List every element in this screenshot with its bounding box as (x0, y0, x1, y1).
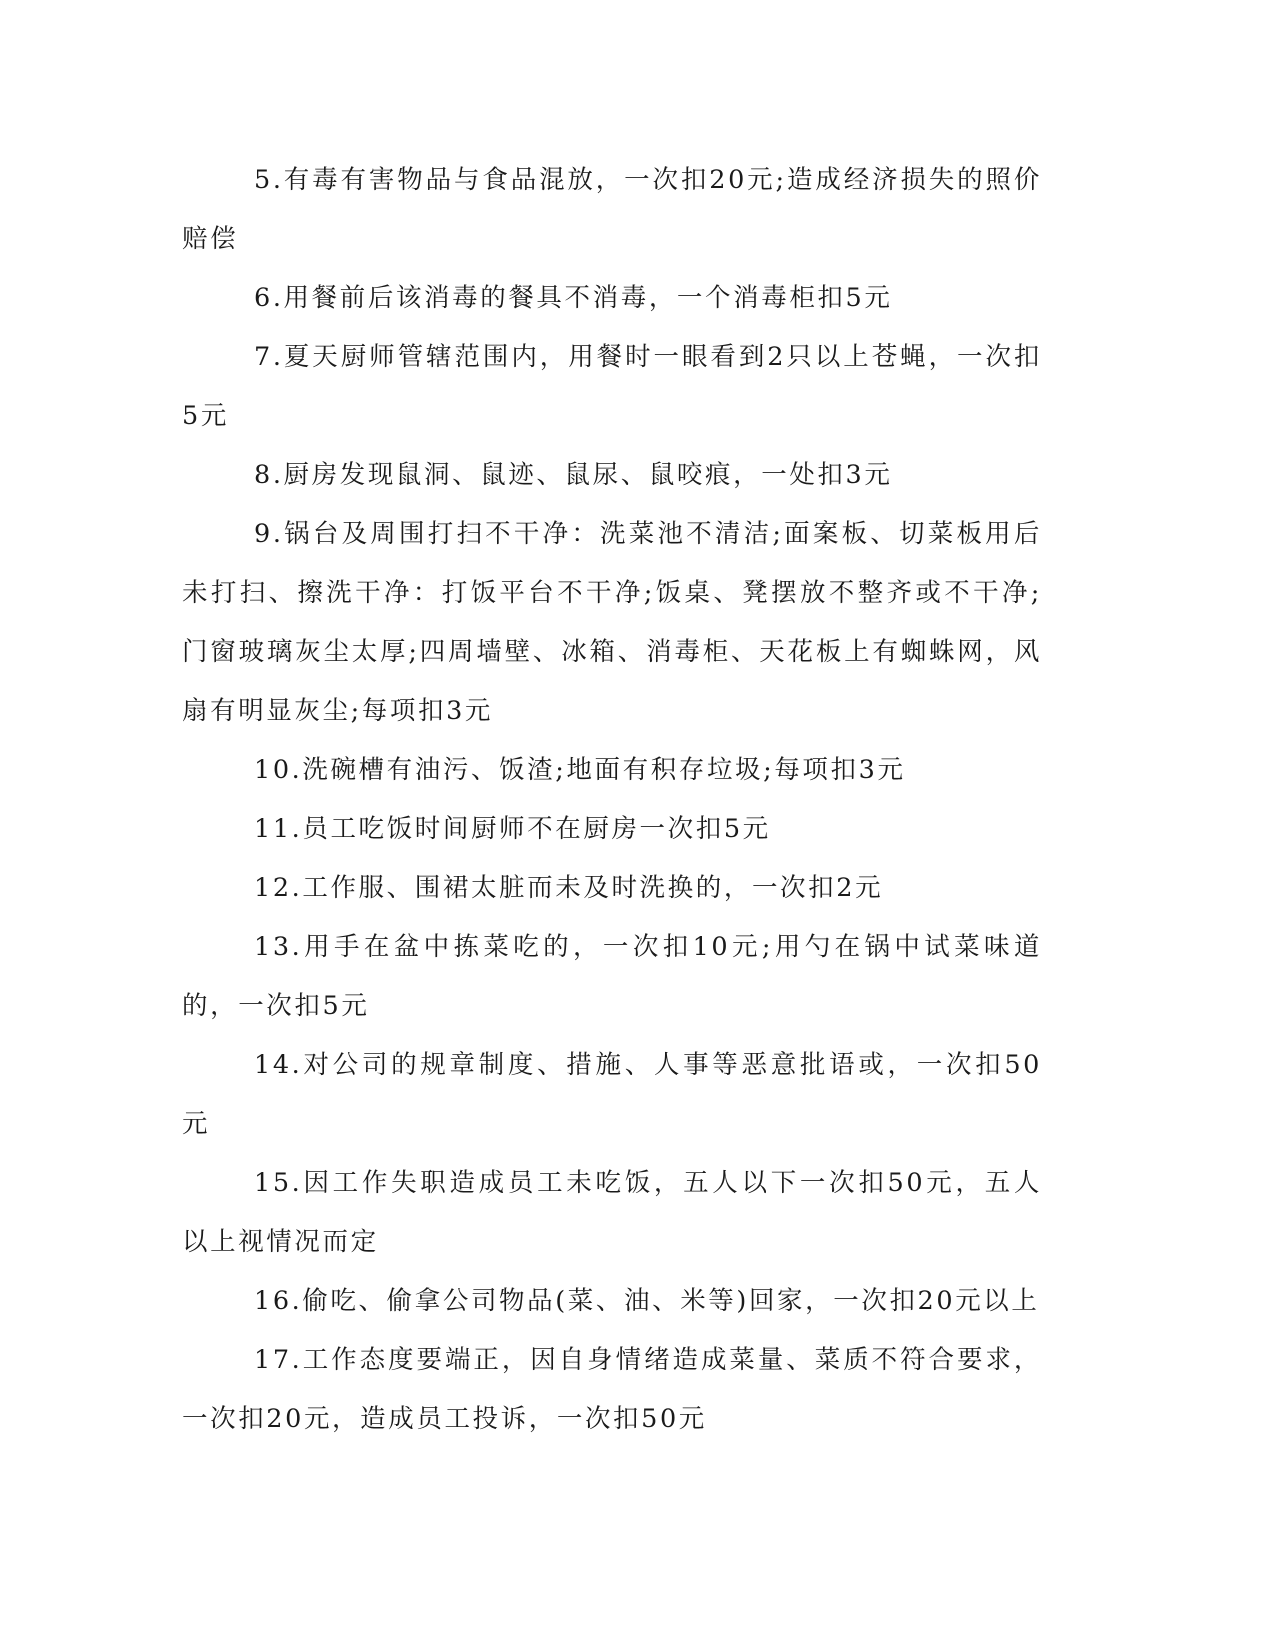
rule-item-9: 9.锅台及周围打扫不干净：洗菜池不清洁;面案板、切菜板用后未打扫、擦洗干净：打饭平台不干净;饭桌、凳摆放不整齐或不干净;门窗玻璃灰尘太厚;四周墙壁、冰箱、消毒柜、天花板上有蜘蛛网，风扇有明显灰尘;每项扣3元 (182, 519, 1042, 726)
rule-item-16: 16.偷吃、偷拿公司物品(菜、油、米等)回家，一次扣20元以上 (254, 1286, 1040, 1316)
rule-item-10: 10.洗碗槽有油污、饭渣;地面有积存垃圾;每项扣3元 (254, 755, 906, 785)
rule-item-17: 17.工作态度要端正，因自身情绪造成菜量、菜质不符合要求，一次扣20元，造成员工投诉，一次扣50元 (182, 1345, 1042, 1434)
rule-item-12: 12.工作服、围裙太脏而未及时洗换的，一次扣2元 (254, 873, 884, 903)
rule-item-7: 7.夏天厨师管辖范围内，用餐时一眼看到2只以上苍蝇，一次扣5元 (182, 342, 1042, 431)
rule-item-8: 8.厨房发现鼠洞、鼠迹、鼠尿、鼠咬痕，一处扣3元 (254, 460, 893, 490)
rule-item-15: 15.因工作失职造成员工未吃饭，五人以下一次扣50元，五人以上视情况而定 (182, 1168, 1042, 1257)
document-body (182, 151, 1042, 1449)
rule-item-11: 11.员工吃饭时间厨师不在厨房一次扣5元 (254, 814, 771, 844)
rule-item-6: 6.用餐前后该消毒的餐具不消毒，一个消毒柜扣5元 (254, 283, 893, 313)
rule-item-5: 5.有毒有害物品与食品混放，一次扣20元;造成经济损失的照价赔偿 (182, 165, 1042, 254)
rule-item-14: 14.对公司的规章制度、措施、人事等恶意批语或，一次扣50元 (182, 1050, 1042, 1139)
rule-item-13: 13.用手在盆中拣菜吃的，一次扣10元;用勺在锅中试菜味道的，一次扣5元 (182, 932, 1042, 1021)
